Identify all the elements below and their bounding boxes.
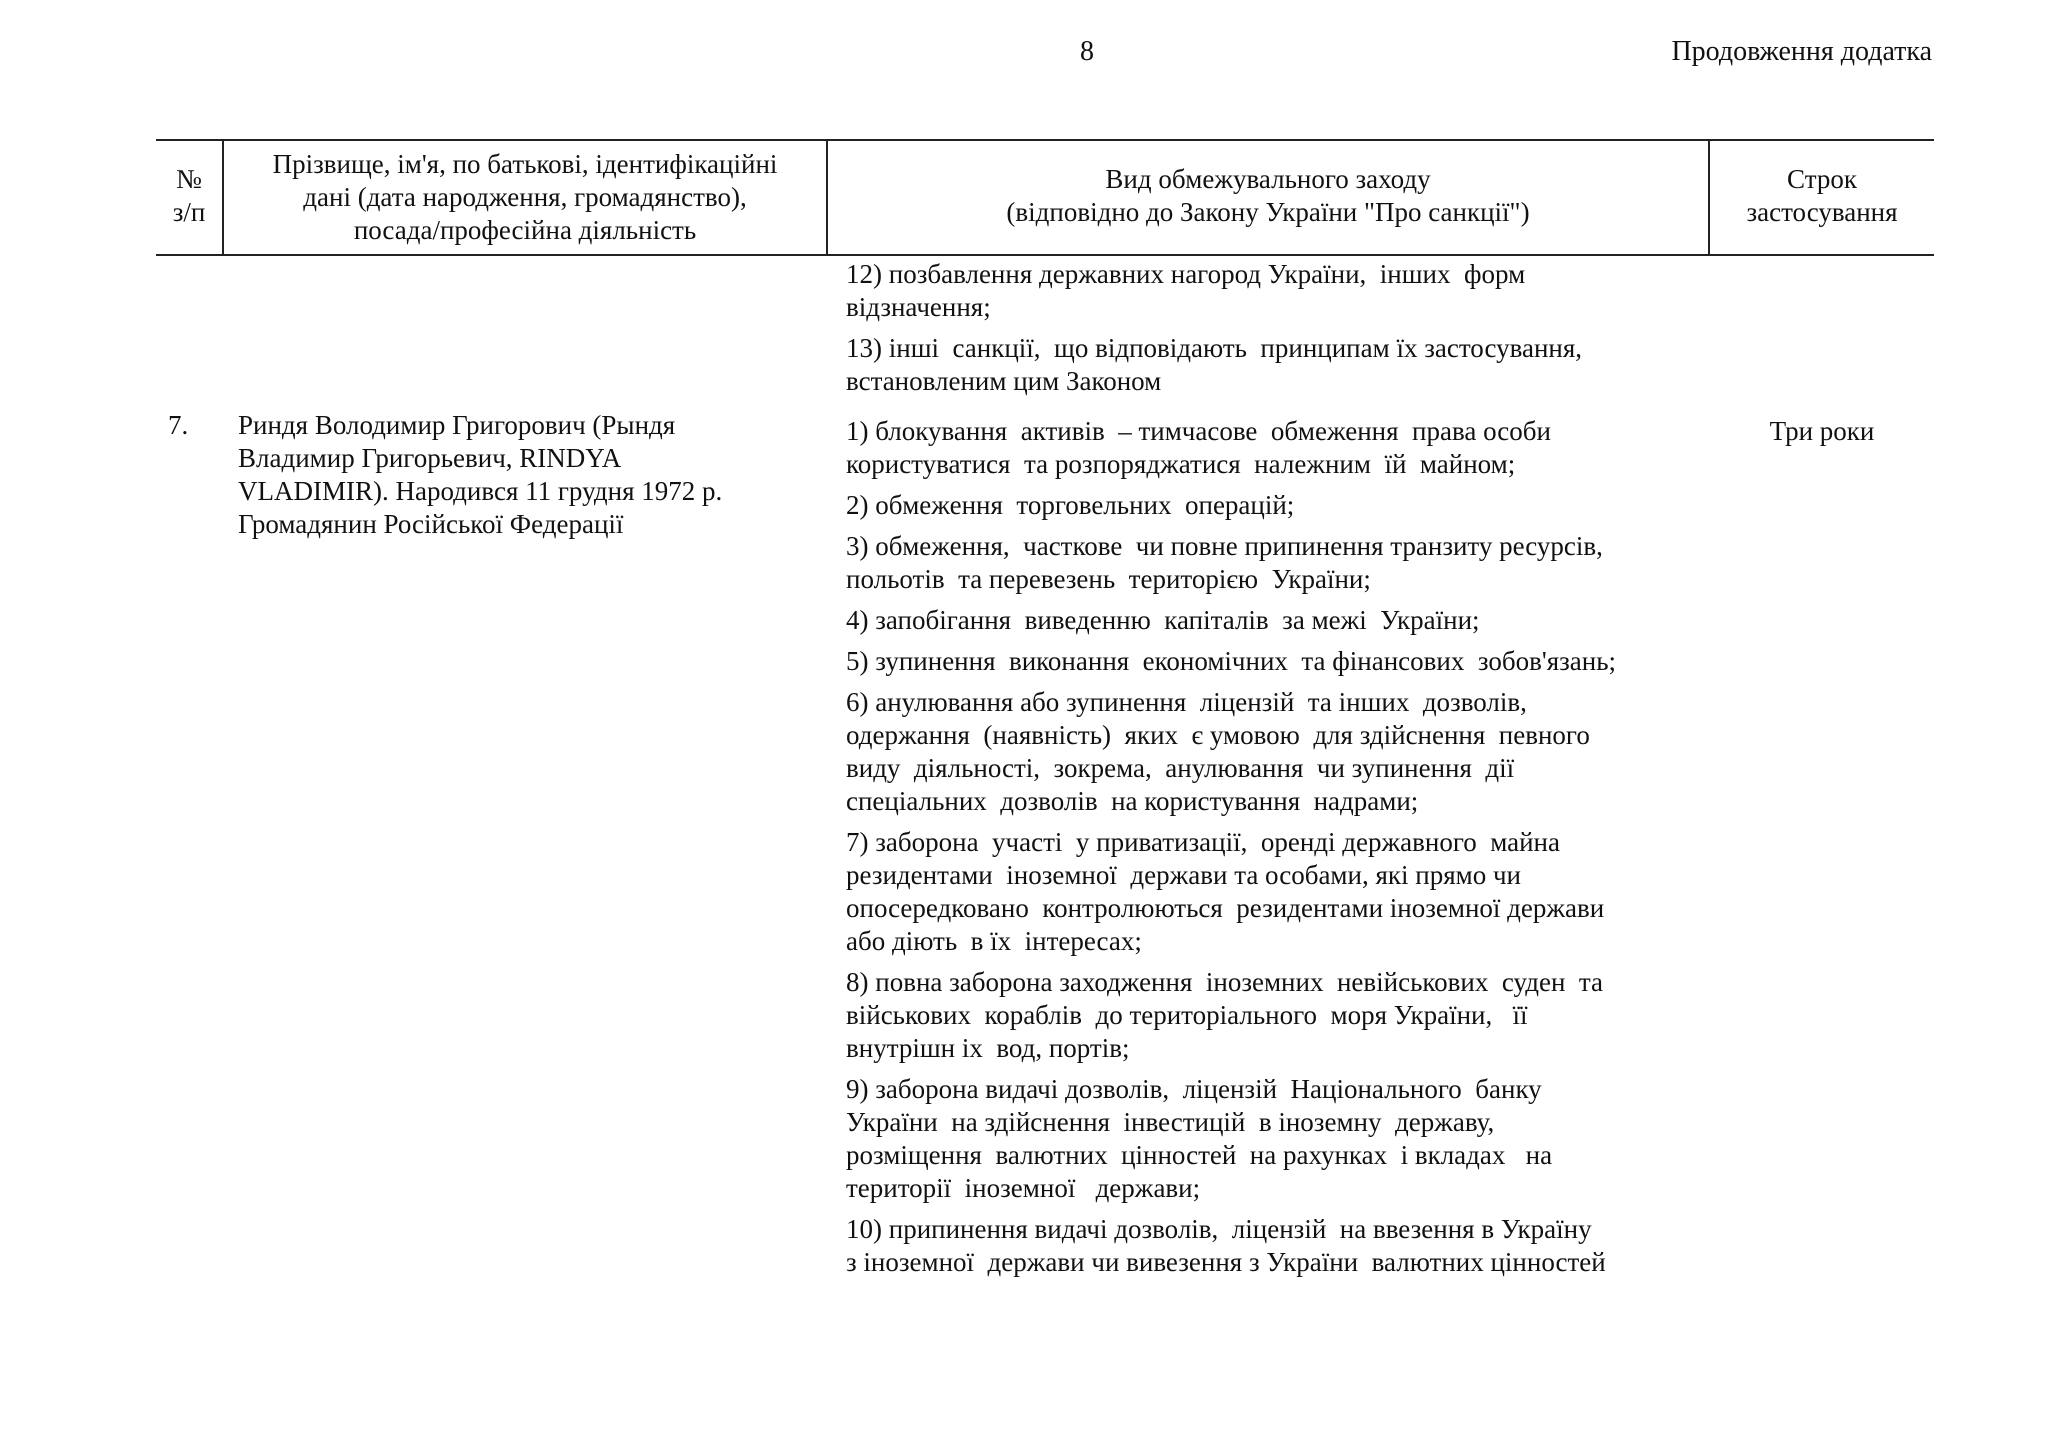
measure-item: 3) обмеження, часткове чи повне припинення транзиту ресурсів, польотів та перевезень територією України; — [846, 531, 1603, 594]
row-number: 7. — [168, 410, 189, 440]
row-person: Риндя Володимир Григорович (Рындя Владимир Григорьевич, RINDYA VLADIMIR). Народився 11 грудня 1972 р. Громадянин Російської Федерації — [238, 410, 723, 539]
measure-item: 9) заборона видачі дозволів, ліцензій Національного банку України на здійснення інвестицій в іноземну державу, розміщення валютних цінностей на рахунках і вкладах на території іноземної держави; — [846, 1074, 1553, 1203]
table-top-border — [156, 139, 1934, 141]
measure-item: 6) анулювання або зупинення ліцензій та інших дозволів, одержання (наявність) яких є умовою для здійснення певного виду діяльності, зокрема, анулювання чи зупинення дії спеціальних дозволів на користування надрами; — [846, 687, 1590, 816]
header-measure: Вид обмежувального заходу (відповідно до Закону України "Про санкції") — [1006, 164, 1530, 227]
measure-item: 4) запобігання виведенню капіталів за межі України; — [846, 605, 1480, 635]
header-divider-1 — [222, 139, 224, 255]
header-divider-3 — [1708, 139, 1710, 255]
header-term: Строк застосування — [1746, 164, 1898, 227]
measure-item: 8) повна заборона заходження іноземних невійськових суден та військових кораблів до територіального моря України, її внутрішн іх вод, портів; — [846, 967, 1604, 1063]
continuation-label: Продовження додатка — [1671, 36, 1932, 67]
continued-item: 13) інші санкції, що відповідають принципам їх застосування, встановленим цим Законом — [846, 333, 1583, 396]
continued-measures — [846, 258, 1706, 406]
measure-item: 7) заборона участі у приватизації, оренді державного майна резидентами іноземної держави та особами, які прямо чи опосередковано контролюються резидентами іноземної держави або діють в їх інтересах; — [846, 827, 1605, 956]
measure-item: 5) зупинення виконання економічних та фінансових зобов'язань; — [846, 646, 1617, 676]
header-bottom-border — [156, 254, 1934, 256]
measure-item: 2) обмеження торговельних операцій; — [846, 490, 1295, 520]
measure-item: 1) блокування активів – тимчасове обмеження права особи користуватися та розпоряджатися належним їй майном; — [846, 416, 1551, 479]
page-number: 8 — [1080, 36, 1094, 67]
measure-item: 10) припинення видачі дозволів, ліцензій на ввезення в Україну з іноземної держави чи вивезення з України валютних цінностей — [846, 1214, 1606, 1277]
row-term: Три роки — [1769, 416, 1875, 446]
continued-item: 12) позбавлення державних нагород України, інших форм відзначення; — [846, 259, 1526, 322]
header-number: № з/п — [172, 164, 206, 227]
header-person: Прізвище, ім'я, по батькові, ідентифікаційні дані (дата народження, громадянство), посада/професійна діяльність — [272, 149, 778, 245]
row-measures — [846, 415, 1706, 1287]
header-divider-2 — [826, 139, 828, 255]
